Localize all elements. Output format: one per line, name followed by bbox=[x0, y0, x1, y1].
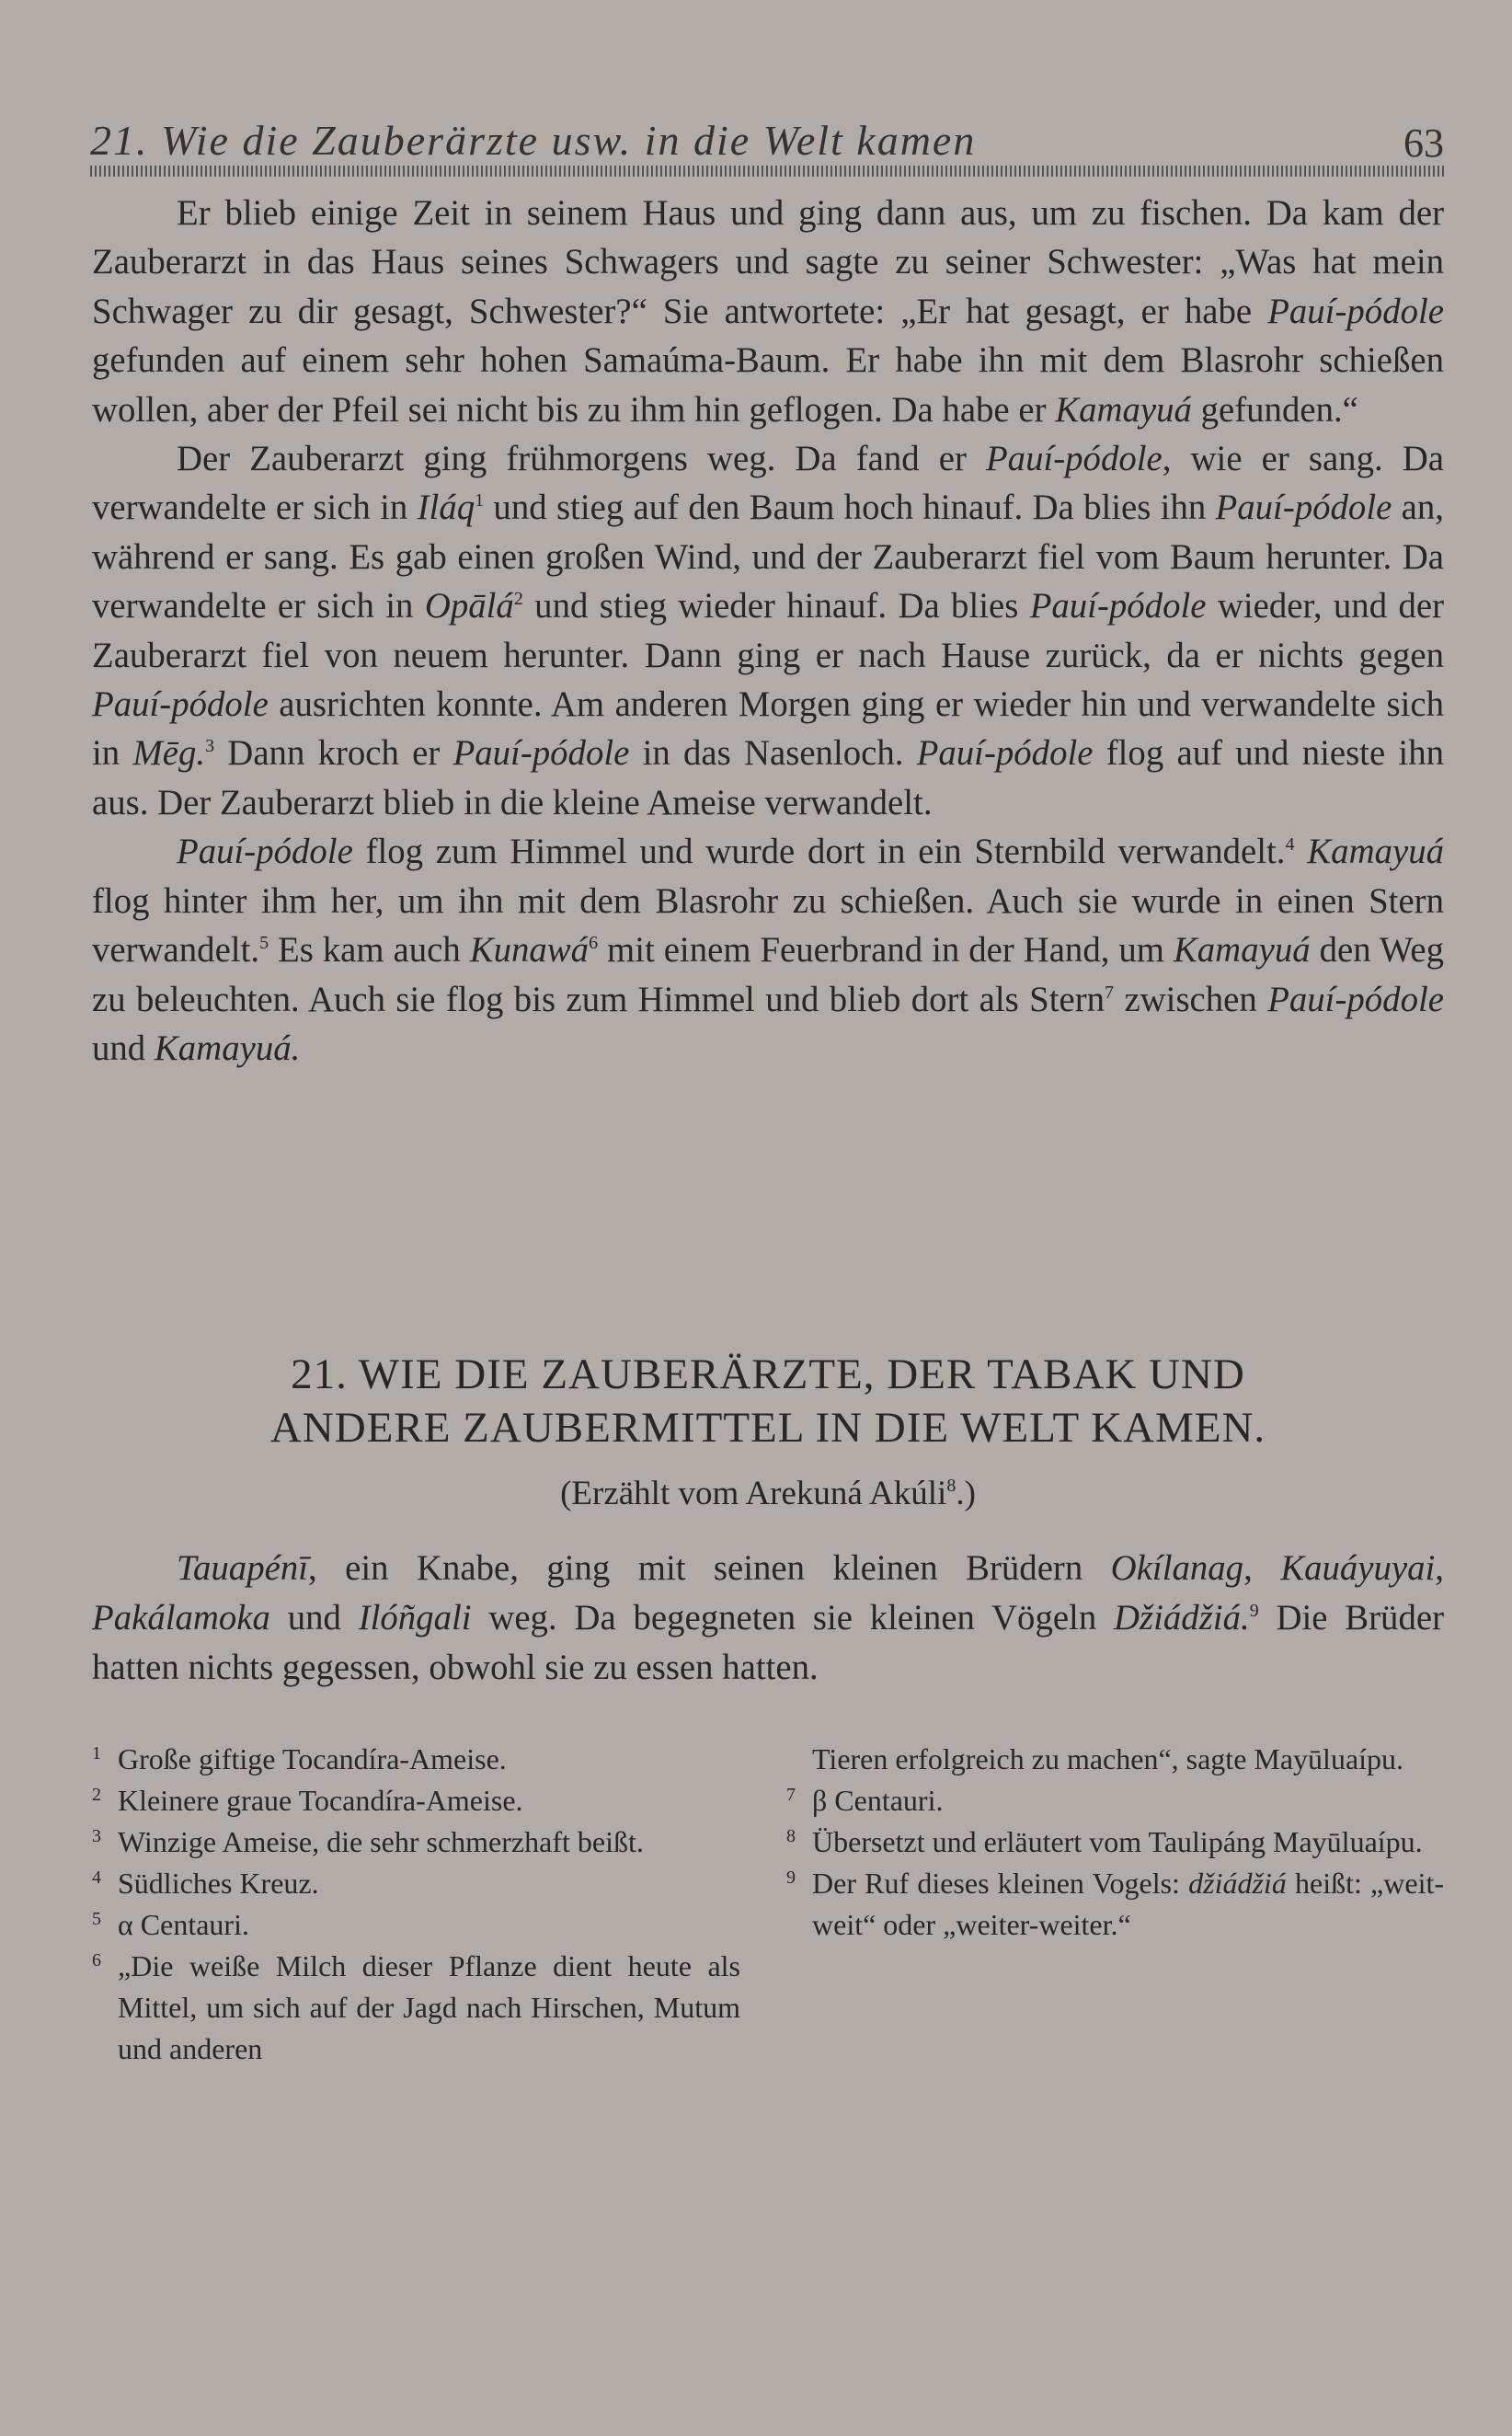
chapter-heading bbox=[92, 1348, 1444, 1454]
header-rule bbox=[90, 166, 1444, 177]
running-head-title: 21. Wie die Zauberärzte usw. in die Welt kamen bbox=[90, 117, 977, 164]
paragraph-3: Pauí-pódole flog zum Himmel und wurde dort in ein Sternbild verwandelt.$^4$ Kamayuá flog hinter ihm her, um ihn mit dem Blasrohr zu schießen. Auch sie wurde in einen Stern verwandelt.$^5$ Es kam auch Kunawá$^6$ mit einem Feuerbrand in der Hand, um Kamayuá den Weg zu beleuchten. Auch sie flog bis zum Himmel und blieb dort als Stern$^7$ zwischen Pauí-pódole und Kamayuá. bbox=[92, 832, 1445, 1068]
footnote-ref: 4 bbox=[1285, 834, 1295, 856]
chapter-paragraph-1: Tauapénī, ein Knabe, ging mit seinen kleinen Brüdern Okílanag, Kauáyuyai, Pakálamoka und Ilóñgali weg. Da begegneten sie kleinen Vögeln Džiádžiá.$^9$ Die Brüder hatten nichts gegessen, obwohl sie zu essen hatten. bbox=[92, 1548, 1444, 1687]
footnote-ref: 5 bbox=[259, 933, 269, 954]
paragraph-2: Der Zauberarzt ging frühmorgens weg. Da fand er Pauí-pódole, wie er sang. Da verwandelte er sich in Iláq$^1$ und stieg auf den Baum hoch hinauf. Da blies ihn Pauí-pódole an, während er sang. Es gab einen großen Wind, und der Zauberarzt fiel vom Baum herunter. Da verwandelte er sich in Opālá$^2$ und stieg wieder hinauf. Da blies Pauí-pódole wieder, und der Zauberarzt fiel von neuem herunter. Dann ging er nach Hause zurück, da er nichts gegen Pauí-pódole ausrichten konnte. Am anderen Morgen ging er wieder hin und verwandelte sich in Mēg.$^3$ Dann kroch er Pauí-pódole in das Nasenloch. Pauí-pódole flog auf und nieste ihn aus. Der Zauberarzt blieb in die kleine Ameise verwandelt. bbox=[92, 439, 1445, 822]
footnote-ref: 9 bbox=[1249, 1601, 1259, 1621]
footnote-ref: 7 bbox=[1105, 982, 1115, 1003]
footnote-5: 5 α Centauri. bbox=[92, 1908, 249, 1941]
footnote-ref: 8 bbox=[946, 1476, 956, 1496]
footnote-2: 2 Kleinere graue Tocandíra-Ameise. bbox=[92, 1784, 523, 1817]
chapter-body bbox=[92, 1544, 1444, 1693]
footnote-3: 3 Winzige Ameise, die sehr schmerzhaft beißt. bbox=[92, 1825, 644, 1858]
footnote-ref: 6 bbox=[589, 933, 599, 954]
footnotes-left-column bbox=[92, 1739, 740, 2070]
footnote-9: 9 Der Ruf dieses kleinen Vogels: džiádžiá heißt: „weit-weit“ oder „weiter-weiter.“ bbox=[786, 1867, 1445, 1941]
footnote-1: 1 Große giftige Tocandíra-Ameise. bbox=[92, 1742, 507, 1775]
chapter-heading-line-1: 21. WIE DIE ZAUBERÄRZTE, DER TABAK UND bbox=[291, 1350, 1245, 1398]
footnote-6-continued: Tieren erfolgreich zu machen“, sagte Mayūluaípu. bbox=[812, 1742, 1404, 1775]
chapter-heading-line-2: ANDERE ZAUBERMITTEL IN DIE WELT KAMEN. bbox=[269, 1404, 1266, 1452]
footnote-6: 6 „Die weiße Milch dieser Pflanze dient heute als Mittel, um sich auf der Jagd nach Hirschen, Mutum und anderen bbox=[92, 1949, 740, 2065]
page-number: 63 bbox=[1403, 121, 1444, 166]
footnote-ref: 1 bbox=[475, 490, 485, 511]
footnote-ref: 2 bbox=[513, 589, 523, 610]
footnote-7: 7 β Centauri. bbox=[786, 1784, 944, 1817]
paragraph-1: Er blieb einige Zeit in seinem Haus und ging dann aus, um zu fischen. Da kam der Zauberarzt in das Haus seines Schwagers und sagte zu seiner Schwester: „Was hat mein Schwager zu dir gesagt, Schwester?“ Sie antwortete: „Er hat gesagt, er habe Pauí-pódole gefunden auf einem sehr hohen Samaúma-Baum. Er habe ihn mit dem Blasrohr schießen wollen, aber der Pfeil sei nicht bis zu ihm hin geflogen. Da habe er Kamayuá gefunden.“ bbox=[92, 193, 1444, 430]
footnote-ref: 3 bbox=[205, 736, 215, 757]
footnotes-right-column bbox=[786, 1739, 1444, 1946]
running-head bbox=[90, 116, 1444, 171]
continued-story bbox=[92, 189, 1444, 1073]
chapter-subtitle: (Erzählt vom Arekuná Akúli$^8$.) bbox=[560, 1475, 976, 1512]
footnote-4: 4 Südliches Kreuz. bbox=[92, 1867, 319, 1900]
footnote-8: 8 Übersetzt und erläutert vom Taulipáng Mayūluaípu. bbox=[786, 1825, 1423, 1858]
